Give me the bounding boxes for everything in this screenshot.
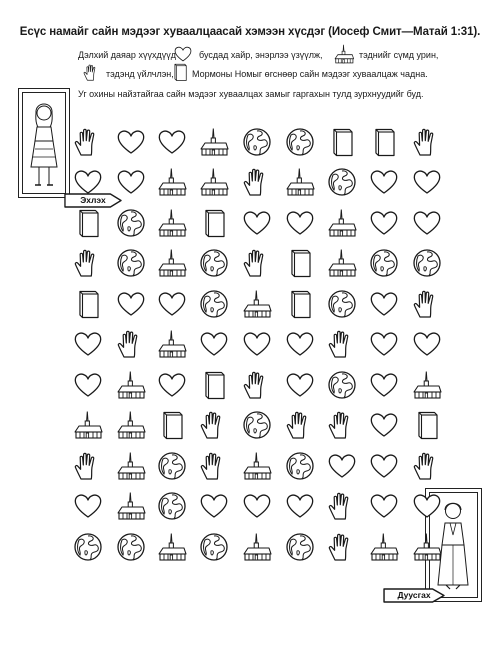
globe-icon[interactable] xyxy=(198,247,230,279)
globe-icon[interactable] xyxy=(156,450,188,482)
book-icon[interactable] xyxy=(368,126,400,158)
globe-icon[interactable] xyxy=(326,288,358,320)
heart-icon[interactable] xyxy=(198,328,230,360)
girl-portrait xyxy=(18,88,70,198)
globe-icon[interactable] xyxy=(326,166,358,198)
instruction-line2-a: тэдэнд үйлчлэн, xyxy=(106,69,174,79)
heart-icon[interactable] xyxy=(284,490,316,522)
book-icon[interactable] xyxy=(72,288,104,320)
book-icon[interactable] xyxy=(284,247,316,279)
heart-icon[interactable] xyxy=(368,369,400,401)
globe-icon[interactable] xyxy=(284,450,316,482)
hand-icon[interactable] xyxy=(198,409,230,441)
church-icon[interactable] xyxy=(284,166,316,198)
globe-icon[interactable] xyxy=(368,247,400,279)
church-icon[interactable] xyxy=(411,369,443,401)
hand-icon[interactable] xyxy=(326,490,358,522)
church-icon[interactable] xyxy=(241,288,273,320)
hand-icon[interactable] xyxy=(115,328,147,360)
heart-icon xyxy=(173,44,193,64)
church-icon[interactable] xyxy=(156,207,188,239)
hand-icon[interactable] xyxy=(72,126,104,158)
globe-icon[interactable] xyxy=(326,369,358,401)
heart-icon[interactable] xyxy=(284,369,316,401)
hand-icon[interactable] xyxy=(284,409,316,441)
globe-icon[interactable] xyxy=(115,247,147,279)
church-icon[interactable] xyxy=(198,166,230,198)
church-icon[interactable] xyxy=(156,247,188,279)
hand-icon[interactable] xyxy=(326,328,358,360)
heart-icon[interactable] xyxy=(72,166,104,198)
heart-icon[interactable] xyxy=(241,207,273,239)
book-icon[interactable] xyxy=(326,126,358,158)
girl-figure-icon xyxy=(19,89,69,197)
globe-icon[interactable] xyxy=(72,531,104,563)
heart-icon[interactable] xyxy=(115,166,147,198)
heart-icon[interactable] xyxy=(368,409,400,441)
end-label: Дуусгах xyxy=(397,590,431,600)
heart-icon[interactable] xyxy=(156,126,188,158)
heart-icon[interactable] xyxy=(284,207,316,239)
globe-icon[interactable] xyxy=(115,531,147,563)
globe-icon[interactable] xyxy=(198,531,230,563)
book-icon[interactable] xyxy=(72,207,104,239)
heart-icon[interactable] xyxy=(115,288,147,320)
church-icon[interactable] xyxy=(72,409,104,441)
book-icon[interactable] xyxy=(411,409,443,441)
hand-icon[interactable] xyxy=(241,369,273,401)
church-icon[interactable] xyxy=(241,450,273,482)
church-icon[interactable] xyxy=(198,126,230,158)
church-icon[interactable] xyxy=(241,531,273,563)
book-icon[interactable] xyxy=(198,369,230,401)
globe-icon[interactable] xyxy=(284,126,316,158)
church-icon[interactable] xyxy=(411,531,443,563)
book-icon[interactable] xyxy=(284,288,316,320)
heart-icon[interactable] xyxy=(156,369,188,401)
heart-icon[interactable] xyxy=(368,490,400,522)
heart-icon[interactable] xyxy=(72,490,104,522)
instruction-line1-a: Дэлхий даяар хүүхдүүд xyxy=(78,50,176,60)
instruction-line1-c: тэднийг сүмд урин, xyxy=(359,50,439,60)
heart-icon[interactable] xyxy=(368,450,400,482)
hand-icon[interactable] xyxy=(326,409,358,441)
church-icon[interactable] xyxy=(368,531,400,563)
church-icon[interactable] xyxy=(156,328,188,360)
globe-icon[interactable] xyxy=(156,490,188,522)
hand-icon[interactable] xyxy=(411,450,443,482)
heart-icon[interactable] xyxy=(368,288,400,320)
hand-icon[interactable] xyxy=(411,126,443,158)
end-arrow xyxy=(383,588,445,603)
globe-icon[interactable] xyxy=(198,288,230,320)
church-icon[interactable] xyxy=(326,247,358,279)
globe-icon[interactable] xyxy=(411,247,443,279)
heart-icon[interactable] xyxy=(156,288,188,320)
globe-icon[interactable] xyxy=(115,207,147,239)
hand-icon[interactable] xyxy=(411,288,443,320)
heart-icon[interactable] xyxy=(368,166,400,198)
church-icon[interactable] xyxy=(115,409,147,441)
start-label: Эхлэх xyxy=(80,195,106,205)
church-icon[interactable] xyxy=(115,369,147,401)
hand-icon xyxy=(82,63,101,82)
heart-icon[interactable] xyxy=(411,328,443,360)
book-icon[interactable] xyxy=(198,207,230,239)
hand-icon[interactable] xyxy=(241,166,273,198)
globe-icon[interactable] xyxy=(241,409,273,441)
church-icon[interactable] xyxy=(156,531,188,563)
heart-icon[interactable] xyxy=(241,490,273,522)
church-icon[interactable] xyxy=(156,166,188,198)
heart-icon[interactable] xyxy=(72,369,104,401)
book-icon[interactable] xyxy=(156,409,188,441)
heart-icon[interactable] xyxy=(326,450,358,482)
church-icon[interactable] xyxy=(326,207,358,239)
heart-icon[interactable] xyxy=(115,126,147,158)
globe-icon[interactable] xyxy=(284,531,316,563)
heart-icon[interactable] xyxy=(368,328,400,360)
heart-icon[interactable] xyxy=(241,328,273,360)
hand-icon[interactable] xyxy=(326,531,358,563)
hand-icon[interactable] xyxy=(72,450,104,482)
church-icon[interactable] xyxy=(115,490,147,522)
heart-icon[interactable] xyxy=(72,328,104,360)
heart-icon[interactable] xyxy=(411,490,443,522)
hand-icon[interactable] xyxy=(241,247,273,279)
heart-icon[interactable] xyxy=(368,207,400,239)
church-icon[interactable] xyxy=(115,450,147,482)
instruction-line2-b: Мормоны Номыг өгснөөр сайн мэдээг хуваалцаж чадна. xyxy=(192,69,428,79)
book-icon xyxy=(170,62,190,82)
heart-icon[interactable] xyxy=(284,328,316,360)
hand-icon[interactable] xyxy=(198,450,230,482)
heart-icon[interactable] xyxy=(411,166,443,198)
instruction-line3: Уг охины найзтайгаа сайн мэдээг хуваалцах замыг гаргахын тулд зурхнуудийг буд. xyxy=(78,89,424,99)
hand-icon[interactable] xyxy=(72,247,104,279)
globe-icon[interactable] xyxy=(241,126,273,158)
instruction-line1-b: бусдад хайр, энэрлээ үзүүлж, xyxy=(199,50,323,60)
heart-icon[interactable] xyxy=(198,490,230,522)
church-icon xyxy=(333,43,355,65)
heart-icon[interactable] xyxy=(411,207,443,239)
page-title: Есүс намайг сайн мэдээг хуваалцаасай хэмээн хүсдэг (Иосеф Смит—Матай 1:31). xyxy=(19,26,481,38)
